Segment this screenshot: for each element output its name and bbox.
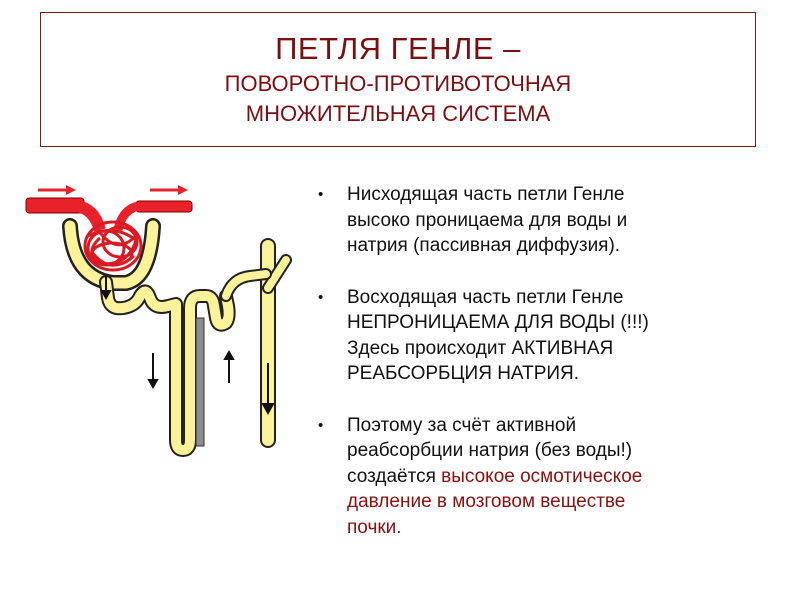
title-subtitle-line1: ПОВОРОТНО-ПРОТИВОТОЧНАЯ xyxy=(224,71,572,96)
afferent-arteriole xyxy=(26,198,84,213)
bullet-mark: • xyxy=(318,288,324,306)
bullet-line: создаётся xyxy=(347,465,442,487)
bullet-list xyxy=(316,182,766,566)
bullet-descending xyxy=(316,182,766,259)
title-subtitle-line2: МНОЖИТЕЛЬНАЯ СИСТЕМА xyxy=(245,101,551,126)
highlight-text: почки. xyxy=(347,516,402,538)
bullet-line: Нисходящая часть петли Генле xyxy=(347,184,625,205)
title-main: ПЕТЛЯ ГЕНЛЕ – xyxy=(275,31,521,66)
nephron-diagram xyxy=(18,178,308,468)
highlight-text: давление в мозговом веществе xyxy=(347,491,626,512)
glomerulus xyxy=(85,222,141,270)
bullet-line: РЕАБСОРБЦИЯ НАТРИЯ. xyxy=(347,363,580,384)
bullet-line: Поэтому за счёт активной xyxy=(347,414,577,436)
bullet-mark: • xyxy=(318,416,324,434)
impermeable-wall xyxy=(196,318,204,446)
bullet-ascending xyxy=(316,285,766,387)
bullet-conclusion xyxy=(316,413,766,541)
bullet-line: реабсорбции натрия (без воды!) xyxy=(347,440,633,461)
bullet-line: высоко проницаема для воды и xyxy=(347,209,628,231)
flow-arrows xyxy=(38,185,188,195)
blood-vessels xyxy=(26,198,192,270)
bullet-line: НЕПРОНИЦАЕМА ДЛЯ ВОДЫ (!!!) xyxy=(347,312,649,333)
efferent-arteriole xyxy=(136,201,192,212)
bullet-mark: • xyxy=(318,186,324,203)
bullet-line: Восходящая часть петли Генле xyxy=(347,286,624,308)
highlight-text: высокое осмотическое xyxy=(441,465,643,487)
bullet-line: Здесь происходит АКТИВНАЯ xyxy=(347,337,614,359)
nephron-tubule xyxy=(70,226,286,450)
bullet-line: натрия (пассивная диффузия). xyxy=(347,235,621,256)
title-box xyxy=(40,12,756,147)
